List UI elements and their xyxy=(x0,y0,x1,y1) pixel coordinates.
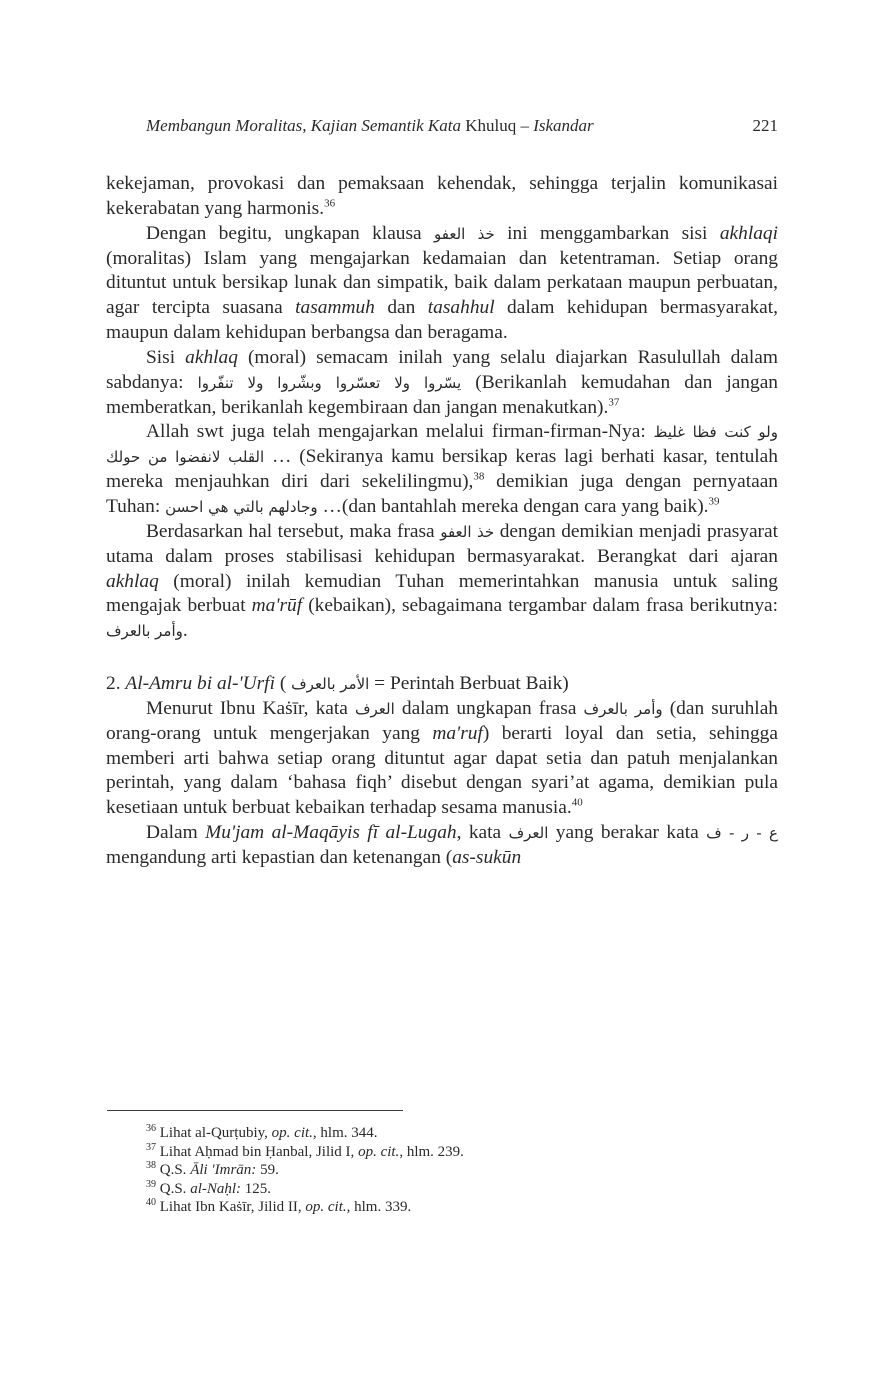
paragraph-5: Berdasarkan hal tersebut, maka frasa خذ العفو dengan demikian menjadi prasyarat utama dalam proses stabilisasi kehidupan bermasyarakat. Berangkat dari ajaran akhlaq (moral) inilah kemudian Tuhan memerintahkan manusia untuk saling mengajak berbuat ma'rūf (kebaikan), sebagaimana tergambar dalam frasa berikutnya: وأمر بالعرف. xyxy=(106,520,779,642)
paragraph-6: Menurut Ibnu Kaṡīr, kata العرف dalam ungkapan frasa وأمر بالعرف (dan suruhlah orang-orang untuk mengerjakan yang ma'ruf) berarti loyal dan setia, sehingga memberi arti bahwa setiap orang dituntut agar dapat setia dan patuh menjalankan perintah, yang dalam ‘bahasa fiqh’ disebut dengan syari’at agama, demikian pula kesetiaan untuk berbuat kebaikan terhadap sesama manusia.$^{40}$ xyxy=(106,697,778,819)
footnote: $^{38}$ Q.S. Āli 'Imrān: 59. xyxy=(146,1160,279,1179)
footnote-rule xyxy=(107,1110,403,1111)
section-heading: 2. Al-Amru bi al-'Urfi ( الأمر بالعرف = Perintah Berbuat Baik) xyxy=(106,673,569,695)
page-number: 221 xyxy=(752,116,778,135)
footnote-ref: 36 xyxy=(324,197,336,210)
body-text xyxy=(106,172,778,871)
footnote: $^{37}$ Lihat Aḥmad bin Ḥanbal, Jilid I, op. cit., hlm. 239. xyxy=(146,1141,464,1160)
paragraph-3: Sisi akhlaq (moral) semacam inilah yang selalu diajarkan Rasulullah dalam sabdanya: يسّروا ولا تعسّروا وبشّروا ولا تنفّروا (Berikanlah kemudahan dan jangan memberatkan, berikanlah kegembiraan dan jangan menakutkan).$^{37}$ xyxy=(106,346,778,418)
paragraph-4: Allah swt juga telah mengajarkan melalui firman-firman-Nya: ولو كنت فظا غليظ القلب لانفضوا من حولك … (Sekiranya kamu bersikap keras lagi berhati kasar, tentulah mereka menjauhkan diri dari sekelilingmu),$^{38}$ demikian juga dengan pernyataan Tuhan: وجادلهم بالتي هي احسن …(dan bantahlah mereka dengan cara yang baik).$^{39}$ xyxy=(106,421,778,517)
footnote-ref: 39 xyxy=(708,495,720,508)
arabic-phrase: وأمر بالعرف xyxy=(106,622,183,641)
footnotes xyxy=(146,1124,766,1217)
section-gap xyxy=(106,644,778,672)
arabic-root: ع - ر - ف xyxy=(706,824,778,843)
arabic-word: العرف xyxy=(508,824,549,843)
footnote-ref: 38 xyxy=(473,470,485,483)
running-title: Membangun Moralitas, Kajian Semantik Kata Khuluq – Iskandar xyxy=(146,116,594,135)
paragraph-1: kekejaman, provokasi dan pemaksaan kehendak, sehingga terjalin komunikasai kekerabatan yang harmonis.$^{36}$ xyxy=(106,173,778,219)
arabic-phrase: خذ العفو xyxy=(434,224,495,243)
paragraph-7: Dalam Mu'jam al-Maqāyis fī al-Lugah, kata العرف yang berakar kata ع - ر - ف mengandung arti kepastian dan ketenangan (as-sukūn xyxy=(106,822,778,868)
arabic-verse: وجادلهم بالتي هي احسن xyxy=(165,497,318,516)
arabic-verse: ولو كنت فظا غليظ القلب لانفضوا من حولك xyxy=(106,423,778,467)
footnote: $^{40}$ Lihat Ibn Kaṡīr, Jilid II, op. cit., hlm. 339. xyxy=(146,1197,412,1216)
arabic-phrase: خذ العفو xyxy=(440,522,495,541)
running-header xyxy=(146,116,778,136)
arabic-word: العرف xyxy=(354,699,395,718)
arabic-phrase: الأمر بالعرف xyxy=(291,675,370,694)
footnote: $^{39}$ Q.S. al-Naḥl: 125. xyxy=(146,1178,272,1197)
arabic-hadith: يسّروا ولا تعسّروا وبشّروا ولا تنفّروا xyxy=(197,373,462,392)
footnote-ref: 37 xyxy=(608,396,620,409)
footnote-ref: 40 xyxy=(571,796,583,809)
arabic-phrase: وأمر بالعرف xyxy=(583,699,663,718)
footnote: $^{36}$ Lihat al-Qurṭubiy, op. cit., hlm. 344. xyxy=(146,1123,378,1141)
paragraph-2: Dengan begitu, ungkapan klausa خذ العفو ini menggambarkan sisi akhlaqi (moralitas) Islam yang mengajarkan kedamaian dan ketentraman. Setiap orang dituntut untuk bersikap lunak dan simpatik, baik dalam perkataan maupun perbuatan, agar tercipta suasana tasammuh dan tasahhul dalam kehidupan bermasyarakat, maupun dalam kehidupan berbangsa dan beragama. xyxy=(106,222,778,344)
